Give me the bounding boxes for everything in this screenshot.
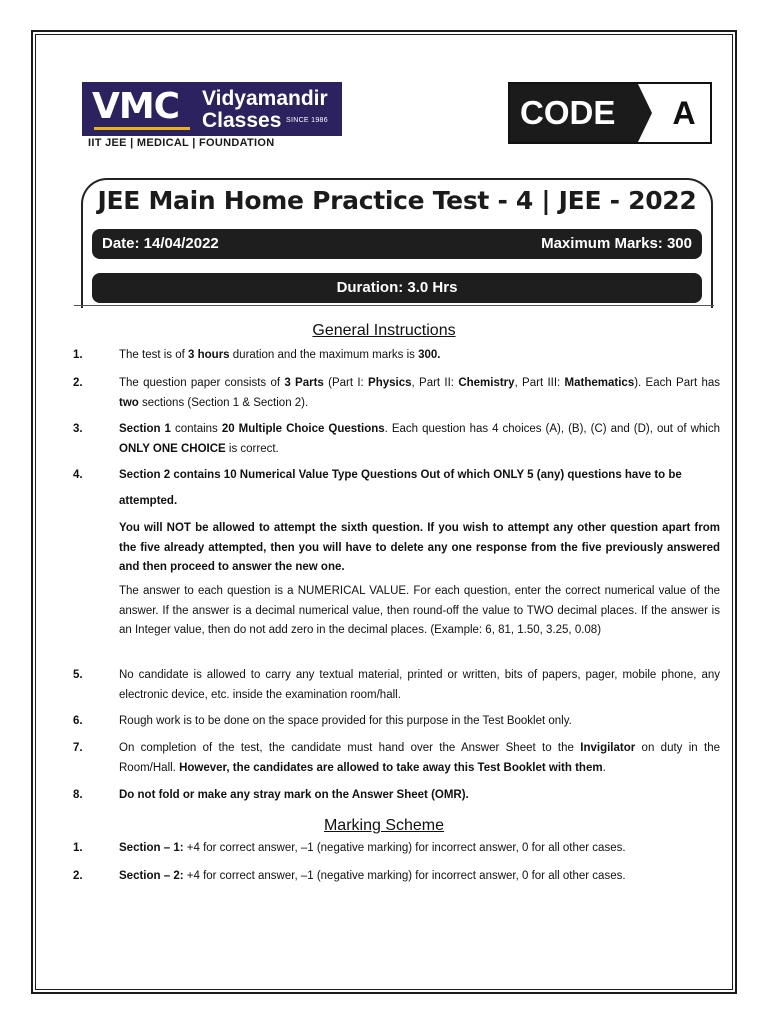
instruction-item: No candidate is allowed to carry any textual material, printed or written, bits of papers, pager, mobile phone, any electronic device, etc. inside the examination room/hall.: [119, 669, 720, 701]
instruction-number: 1.: [73, 349, 83, 361]
vmc-logo: [82, 82, 342, 136]
logo-name-line2: Classes: [202, 109, 282, 132]
instruction-item: The question paper consists of 3 Parts (Part I: Physics, Part II: Chemistry, Part III: Mathematics). Each Part has two sections (Section 1 & Section 2).: [119, 377, 720, 409]
instruction-number: 5.: [73, 669, 83, 681]
max-marks: Maximum Marks: 300: [541, 235, 692, 252]
title-divider: [74, 305, 714, 306]
instruction-item: Do not fold or make any stray mark on the Answer Sheet (OMR).: [119, 789, 469, 801]
instruction-item-continued: attempted.: [119, 495, 178, 507]
logo-since: SINCE 1986: [286, 117, 328, 124]
duration-bar: Duration: 3.0 Hrs: [92, 273, 702, 303]
logo-tagline: IIT JEE | MEDICAL | FOUNDATION: [88, 137, 275, 149]
marking-item: Section – 1: +4 for correct answer, –1 (negative marking) for incorrect answer, 0 for all other cases.: [119, 842, 626, 854]
marking-number: 1.: [73, 842, 83, 854]
marking-number: 2.: [73, 870, 83, 882]
logo-name-line1: Vidyamandir: [202, 87, 328, 110]
instruction-number: 8.: [73, 789, 83, 801]
date-bar: [92, 229, 702, 259]
instruction-number: 3.: [73, 423, 83, 435]
instruction-item: Section 1 contains 20 Multiple Choice Questions. Each question has 4 choices (A), (B), (C) and (D), out of which ONLY ONE CHOICE is correct.: [119, 423, 720, 455]
general-instructions-heading: General Instructions: [312, 322, 456, 339]
instruction-item: On completion of the test, the candidate must hand over the Answer Sheet to the Invigilator on duty in the Room/Hall. However, the candidates are allowed to take away this Test Booklet with them.: [119, 742, 720, 774]
instruction-number: 6.: [73, 715, 83, 727]
instruction-note: The answer to each question is a NUMERICAL VALUE. For each question, enter the correct numerical value of the answer. If the answer is a decimal numerical value, then round-off the value to TWO decimal places. If the answer is an Integer value, then do not add zero in the decimal places. (Example: 6, 81, 1.50, 3.25, 0.08): [119, 585, 720, 636]
instruction-number: 4.: [73, 469, 83, 481]
instruction-note: You will NOT be allowed to attempt the sixth question. If you wish to attempt any other question apart from the five already attempted, then you will have to delete any one response from the five previously answered and then proceed to answer the new one.: [119, 522, 720, 573]
code-letter: A: [672, 95, 696, 131]
instruction-number: 2.: [73, 377, 83, 389]
instruction-item: Section 2 contains 10 Numerical Value Type Questions Out of which ONLY 5 (any) questions have to be: [119, 469, 682, 481]
test-title: JEE Main Home Practice Test - 4 | JEE - 2022: [97, 186, 697, 215]
test-date: Date: 14/04/2022: [102, 235, 219, 252]
logo-brand: VMC: [92, 86, 180, 127]
code-label: CODE: [510, 84, 638, 142]
logo-underline: [94, 127, 190, 130]
code-box: [508, 82, 712, 144]
instruction-item: Rough work is to be done on the space provided for this purpose in the Test Booklet only.: [119, 715, 572, 727]
instruction-item: The test is of 3 hours duration and the maximum marks is 300.: [119, 349, 441, 361]
code-arrow-icon: [638, 84, 652, 142]
instruction-number: 7.: [73, 742, 83, 754]
marking-item: Section – 2: +4 for correct answer, –1 (negative marking) for incorrect answer, 0 for all other cases.: [119, 870, 626, 882]
marking-scheme-heading: Marking Scheme: [323, 817, 445, 834]
